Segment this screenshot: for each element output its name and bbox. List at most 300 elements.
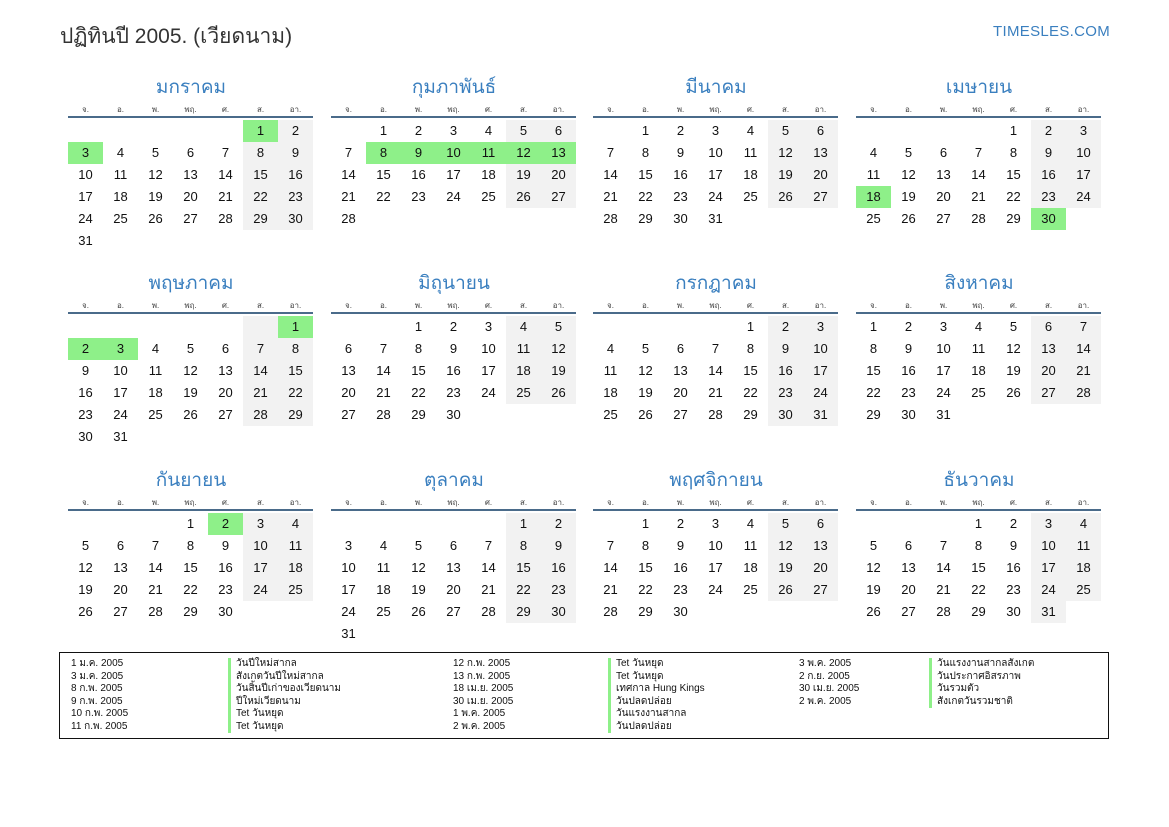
day-cell: 17 — [446, 167, 461, 182]
day-cell: 19 — [541, 360, 576, 382]
day-cell: 25 — [743, 189, 758, 204]
day-cell: 14 — [971, 167, 986, 182]
day-grid — [593, 316, 839, 426]
weekday-label: อา. — [1077, 301, 1090, 310]
day-cell: 12 — [901, 167, 916, 182]
day-cell: 12 — [541, 338, 576, 360]
day-cell: 14 — [341, 167, 356, 182]
weekday-label: ส. — [256, 301, 265, 310]
day-cell: 22 — [866, 385, 881, 400]
day-cell: 6 — [803, 120, 838, 142]
day-cell: 16 — [673, 167, 688, 182]
day-cell: 15 — [243, 164, 278, 186]
month-block — [593, 72, 839, 230]
weekday-label: พฤ. — [972, 498, 985, 507]
weekday-label: จ. — [870, 301, 877, 310]
day-cell: 6 — [676, 341, 685, 356]
empty-cell — [1031, 404, 1066, 426]
day-cell: 3 — [1066, 120, 1101, 142]
day-cell: 3 — [939, 319, 948, 334]
day-cell: 18 — [603, 385, 618, 400]
day-cell: 21 — [971, 189, 986, 204]
day-cell: 20 — [1031, 360, 1066, 382]
day-cell: 7 — [711, 341, 720, 356]
weekday-label: จ. — [870, 498, 877, 507]
empty-cell — [278, 601, 313, 623]
day-cell: 24 — [78, 211, 93, 226]
day-cell: 17 — [803, 360, 838, 382]
weekday-label: อา. — [289, 105, 302, 114]
day-cell: 6 — [344, 341, 353, 356]
day-cell: 7 — [1066, 316, 1101, 338]
day-cell: 1 — [186, 516, 195, 531]
day-cell: 15 — [971, 560, 986, 575]
day-cell: 11 — [866, 167, 881, 182]
legend-date: 11 ก.พ. 2005 — [71, 720, 128, 732]
empty-cell — [138, 316, 173, 338]
day-cell: 11 — [506, 338, 541, 360]
legend-holiday-name: สังเกตวันรวมชาติ — [929, 696, 1034, 709]
day-cell: 4 — [151, 341, 160, 356]
day-cell: 7 — [243, 338, 278, 360]
empty-cell — [208, 316, 243, 338]
weekday-label: อ. — [116, 498, 125, 507]
day-cell: 21 — [243, 382, 278, 404]
holiday-day-cell: 12 — [506, 142, 541, 164]
empty-cell — [733, 601, 768, 623]
empty-cell — [541, 623, 576, 645]
weekday-label: พ. — [151, 301, 160, 310]
legend-dates-col-2 — [453, 658, 513, 733]
day-cell: 26 — [148, 211, 163, 226]
day-cell: 13 — [1031, 338, 1066, 360]
weekday-label: จ. — [82, 301, 89, 310]
holiday-day-cell: 11 — [471, 142, 506, 164]
day-cell: 19 — [183, 385, 198, 400]
day-grid — [68, 316, 314, 448]
month-name: กุมภาพันธ์ — [411, 77, 497, 98]
day-cell: 26 — [1006, 385, 1021, 400]
weekday-label: พฤ. — [447, 301, 460, 310]
weekday-label: พ. — [676, 105, 685, 114]
empty-cell — [698, 601, 733, 623]
day-cell: 23 — [673, 189, 688, 204]
day-cell: 13 — [673, 363, 688, 378]
day-cell: 17 — [1066, 164, 1101, 186]
day-cell: 29 — [638, 211, 653, 226]
day-cell: 18 — [148, 385, 163, 400]
day-cell: 23 — [1006, 582, 1021, 597]
empty-cell — [506, 404, 541, 426]
month-name: พฤศจิกายน — [669, 470, 763, 491]
weekday-header — [856, 298, 1102, 313]
day-cell: 25 — [743, 582, 758, 597]
site-link[interactable]: TIMESLES.COM — [993, 23, 1110, 40]
day-cell: 29 — [411, 407, 426, 422]
day-cell: 9 — [81, 363, 90, 378]
day-grid — [593, 513, 839, 623]
weekday-label: พ. — [676, 498, 685, 507]
day-cell: 29 — [971, 604, 986, 619]
day-cell: 9 — [449, 341, 458, 356]
day-cell: 22 — [411, 385, 426, 400]
day-cell: 30 — [78, 429, 93, 444]
day-cell: 27 — [673, 407, 688, 422]
day-cell: 4 — [606, 341, 615, 356]
empty-cell — [891, 513, 926, 535]
weekday-label: ศ. — [484, 498, 493, 507]
day-cell: 22 — [376, 189, 391, 204]
day-cell: 24 — [243, 579, 278, 601]
empty-cell — [768, 208, 803, 230]
day-cell: 8 — [506, 535, 541, 557]
empty-cell — [173, 316, 208, 338]
weekday-label: ส. — [781, 105, 790, 114]
day-cell: 4 — [1066, 513, 1101, 535]
day-cell: 15 — [743, 363, 758, 378]
weekday-label: ส. — [781, 301, 790, 310]
day-cell: 27 — [113, 604, 128, 619]
day-cell: 25 — [506, 382, 541, 404]
day-cell: 8 — [746, 341, 755, 356]
day-cell: 2 — [414, 123, 423, 138]
day-cell: 20 — [936, 189, 951, 204]
day-cell: 31 — [341, 626, 356, 641]
day-cell: 5 — [81, 538, 90, 553]
empty-cell — [173, 426, 208, 448]
day-cell: 15 — [278, 360, 313, 382]
weekday-label: พฤ. — [184, 498, 197, 507]
day-cell: 17 — [708, 560, 723, 575]
day-cell: 27 — [1031, 382, 1066, 404]
month-block — [593, 268, 839, 426]
weekday-label: อ. — [379, 301, 388, 310]
day-cell: 26 — [768, 579, 803, 601]
weekday-label: ศ. — [746, 498, 755, 507]
day-cell: 3 — [484, 319, 493, 334]
day-cell: 24 — [936, 385, 951, 400]
day-cell: 31 — [708, 211, 723, 226]
day-cell: 4 — [116, 145, 125, 160]
day-cell: 15 — [638, 167, 653, 182]
weekday-label: ศ. — [1009, 498, 1018, 507]
day-cell: 17 — [708, 167, 723, 182]
day-cell: 9 — [221, 538, 230, 553]
weekday-label: ศ. — [484, 301, 493, 310]
day-cell: 16 — [78, 385, 93, 400]
day-cell: 20 — [541, 164, 576, 186]
weekday-label: จ. — [345, 301, 352, 310]
day-grid — [856, 120, 1102, 230]
day-cell: 24 — [481, 385, 496, 400]
month-block — [856, 465, 1102, 623]
day-cell: 30 — [1006, 604, 1021, 619]
day-cell: 4 — [746, 516, 755, 531]
empty-cell — [593, 316, 628, 338]
day-cell: 28 — [341, 211, 356, 226]
day-cell: 8 — [1009, 145, 1018, 160]
weekday-label: อา. — [814, 301, 827, 310]
weekday-label: ส. — [256, 105, 265, 114]
legend-holiday-name: เทศกาล Hung Kings — [608, 683, 705, 696]
day-cell: 6 — [541, 120, 576, 142]
empty-cell — [593, 513, 628, 535]
weekday-label: ศ. — [1009, 105, 1018, 114]
empty-cell — [331, 120, 366, 142]
empty-cell — [103, 316, 138, 338]
legend-holiday-name: Tet วันหยุด — [228, 708, 341, 721]
day-cell: 16 — [411, 167, 426, 182]
day-cell: 12 — [638, 363, 653, 378]
weekday-label: จ. — [607, 105, 614, 114]
day-cell: 14 — [1066, 338, 1101, 360]
day-cell: 11 — [743, 145, 758, 160]
day-cell: 7 — [151, 538, 160, 553]
weekday-label: พฤ. — [972, 301, 985, 310]
day-cell: 24 — [708, 189, 723, 204]
day-cell: 28 — [481, 604, 496, 619]
day-cell: 3 — [243, 513, 278, 535]
day-cell: 2 — [449, 319, 458, 334]
day-cell: 19 — [638, 385, 653, 400]
day-cell: 23 — [673, 582, 688, 597]
day-cell: 7 — [974, 145, 983, 160]
empty-cell — [401, 513, 436, 535]
day-cell: 12 — [411, 560, 426, 575]
legend-date: 10 ก.พ. 2005 — [71, 708, 129, 719]
day-cell: 23 — [411, 189, 426, 204]
empty-cell — [103, 513, 138, 535]
weekday-label: อา. — [1077, 105, 1090, 114]
day-grid — [68, 513, 314, 623]
empty-cell — [243, 230, 278, 252]
day-cell: 26 — [866, 604, 881, 619]
day-cell: 25 — [376, 604, 391, 619]
day-cell: 18 — [743, 560, 758, 575]
empty-cell — [891, 120, 926, 142]
day-cell: 23 — [1031, 186, 1066, 208]
empty-cell — [733, 208, 768, 230]
day-cell: 19 — [411, 582, 426, 597]
day-cell: 8 — [974, 538, 983, 553]
month-name: มีนาคม — [685, 77, 747, 98]
month-name: กันยายน — [155, 470, 227, 491]
day-cell: 23 — [78, 407, 93, 422]
day-cell: 5 — [541, 316, 576, 338]
day-cell: 26 — [638, 407, 653, 422]
empty-cell — [436, 623, 471, 645]
day-cell: 2 — [1009, 516, 1018, 531]
empty-cell — [436, 208, 471, 230]
day-cell: 7 — [606, 145, 615, 160]
day-cell: 19 — [506, 164, 541, 186]
day-cell: 13 — [218, 363, 233, 378]
day-cell: 3 — [449, 123, 458, 138]
month-name: ธันวาคม — [943, 470, 1015, 491]
day-cell: 19 — [78, 582, 93, 597]
empty-cell — [366, 513, 401, 535]
empty-cell — [1066, 404, 1101, 426]
weekday-label: อา. — [552, 105, 565, 114]
day-cell: 30 — [218, 604, 233, 619]
day-cell: 11 — [971, 341, 986, 356]
day-cell: 18 — [743, 167, 758, 182]
day-cell: 27 — [541, 186, 576, 208]
day-cell: 29 — [183, 604, 198, 619]
weekday-label: ศ. — [484, 105, 493, 114]
day-cell: 13 — [803, 142, 838, 164]
day-cell: 21 — [603, 582, 618, 597]
weekday-label: พฤ. — [709, 301, 722, 310]
day-cell: 6 — [904, 538, 913, 553]
day-cell: 17 — [1031, 557, 1066, 579]
legend-date: 3 ม.ค. 2005 — [71, 670, 124, 682]
empty-cell — [856, 120, 891, 142]
day-cell: 4 — [746, 123, 755, 138]
day-cell: 22 — [638, 189, 653, 204]
day-cell: 5 — [641, 341, 650, 356]
day-cell: 4 — [379, 538, 388, 553]
day-cell: 27 — [936, 211, 951, 226]
weekday-label: อ. — [641, 105, 650, 114]
weekday-label: พ. — [151, 105, 160, 114]
day-cell: 12 — [148, 167, 163, 182]
day-cell: 10 — [708, 538, 723, 553]
day-cell: 12 — [183, 363, 198, 378]
day-grid — [856, 316, 1102, 426]
day-cell: 3 — [1031, 513, 1066, 535]
day-cell: 28 — [376, 407, 391, 422]
weekday-label: จ. — [345, 498, 352, 507]
weekday-label: พ. — [414, 105, 423, 114]
month-block — [68, 72, 314, 252]
empty-cell — [471, 404, 506, 426]
day-cell: 9 — [676, 538, 685, 553]
weekday-label: อา. — [814, 498, 827, 507]
day-cell: 24 — [113, 407, 128, 422]
empty-cell — [541, 404, 576, 426]
day-cell: 17 — [113, 385, 128, 400]
holiday-day-cell: 13 — [541, 142, 576, 164]
empty-cell — [243, 426, 278, 448]
day-cell: 4 — [974, 319, 983, 334]
month-block — [331, 268, 577, 426]
day-cell: 3 — [711, 516, 720, 531]
day-cell: 19 — [148, 189, 163, 204]
empty-cell — [698, 316, 733, 338]
empty-cell — [856, 513, 891, 535]
day-grid — [331, 120, 577, 230]
day-cell: 10 — [481, 341, 496, 356]
day-cell: 19 — [866, 582, 881, 597]
weekday-label: อ. — [904, 105, 913, 114]
day-cell: 24 — [1066, 186, 1101, 208]
empty-cell — [173, 120, 208, 142]
day-cell: 20 — [218, 385, 233, 400]
weekday-header — [856, 102, 1102, 117]
day-cell: 18 — [506, 360, 541, 382]
day-cell: 31 — [78, 233, 93, 248]
day-cell: 21 — [708, 385, 723, 400]
weekday-header — [331, 102, 577, 117]
day-cell: 17 — [243, 557, 278, 579]
day-cell: 1 — [869, 319, 878, 334]
day-cell: 23 — [768, 382, 803, 404]
day-cell: 2 — [768, 316, 803, 338]
empty-cell — [366, 623, 401, 645]
month-block — [331, 465, 577, 645]
day-cell: 13 — [341, 363, 356, 378]
day-cell: 29 — [1006, 211, 1021, 226]
empty-cell — [961, 404, 996, 426]
day-cell: 21 — [936, 582, 951, 597]
empty-cell — [628, 316, 663, 338]
weekday-label: อ. — [904, 498, 913, 507]
month-name: สิงหาคม — [944, 273, 1014, 294]
day-cell: 5 — [904, 145, 913, 160]
empty-cell — [138, 513, 173, 535]
day-cell: 21 — [603, 189, 618, 204]
day-cell: 16 — [1031, 164, 1066, 186]
empty-cell — [138, 120, 173, 142]
empty-cell — [208, 120, 243, 142]
day-cell: 7 — [939, 538, 948, 553]
empty-cell — [243, 316, 278, 338]
day-cell: 22 — [971, 582, 986, 597]
month-block — [331, 72, 577, 230]
weekday-label: พ. — [414, 498, 423, 507]
month-name: มิถุนายน — [418, 273, 490, 294]
weekday-label: จ. — [607, 301, 614, 310]
day-cell: 22 — [743, 385, 758, 400]
day-cell: 3 — [711, 123, 720, 138]
day-cell: 30 — [541, 601, 576, 623]
day-cell: 1 — [641, 123, 650, 138]
weekday-header — [331, 495, 577, 510]
legend-names-col-2 — [608, 658, 705, 733]
empty-cell — [471, 623, 506, 645]
weekday-header — [856, 495, 1102, 510]
empty-cell — [506, 208, 541, 230]
day-cell: 9 — [676, 145, 685, 160]
day-cell: 11 — [743, 538, 758, 553]
weekday-header — [68, 298, 314, 313]
day-cell: 29 — [638, 604, 653, 619]
empty-cell — [803, 601, 838, 623]
day-grid — [856, 513, 1102, 623]
empty-cell — [103, 120, 138, 142]
day-cell: 23 — [541, 579, 576, 601]
day-cell: 21 — [148, 582, 163, 597]
day-cell: 8 — [186, 538, 195, 553]
legend-dates-col-1 — [71, 658, 128, 733]
holiday-legend — [59, 652, 1109, 739]
day-cell: 23 — [278, 186, 313, 208]
day-cell: 7 — [484, 538, 493, 553]
day-cell: 16 — [218, 560, 233, 575]
day-cell: 6 — [186, 145, 195, 160]
day-cell: 29 — [506, 601, 541, 623]
day-cell: 21 — [341, 189, 356, 204]
day-cell: 3 — [803, 316, 838, 338]
day-cell: 13 — [936, 167, 951, 182]
day-cell: 6 — [939, 145, 948, 160]
day-cell: 31 — [803, 404, 838, 426]
day-cell: 13 — [901, 560, 916, 575]
weekday-label: อ. — [379, 498, 388, 507]
weekday-label: พ. — [151, 498, 160, 507]
weekday-label: ศ. — [746, 105, 755, 114]
